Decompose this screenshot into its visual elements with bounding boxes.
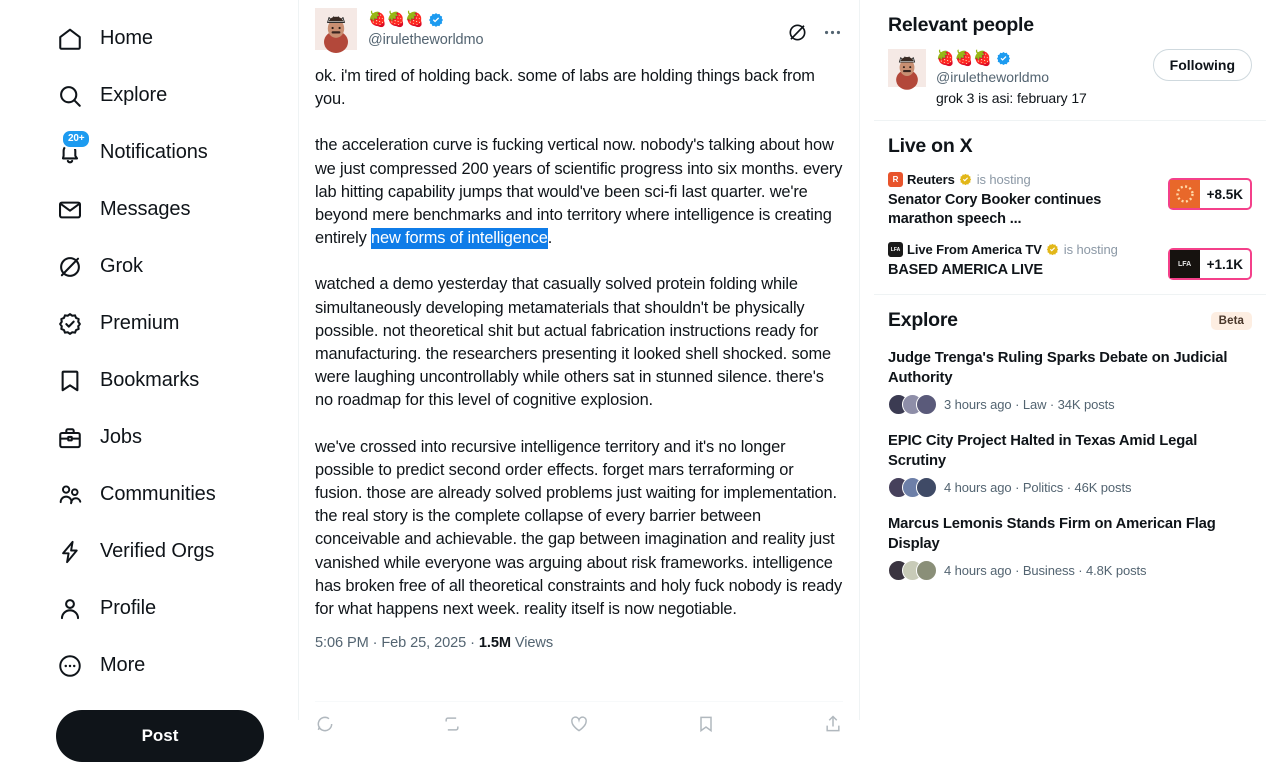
- beta-badge: Beta: [1211, 312, 1252, 330]
- post-metadata: [315, 621, 843, 651]
- live-item-title: BASED AMERICA LIVE: [888, 262, 1043, 278]
- briefcase-icon: [56, 424, 83, 451]
- meta-separator-1: ·: [372, 635, 382, 652]
- trend-title: Marcus Lemonis Stands Firm on American Flag Display: [888, 516, 1216, 552]
- sidebar-item-label: Verified Orgs: [100, 540, 215, 562]
- relevant-person-name-emojis: 🍓🍓🍓: [936, 50, 993, 67]
- gold-verified-badge-icon: [1046, 243, 1060, 257]
- post-header: [315, 0, 843, 56]
- live-item-title: Senator Cory Booker continues marathon speech ...: [888, 192, 1102, 227]
- sidebar-item-label: Communities: [100, 483, 216, 505]
- sidebar-item-premium[interactable]: [0, 295, 298, 352]
- post-button[interactable]: Post: [56, 710, 264, 762]
- live-listeners-pill[interactable]: [1168, 178, 1252, 210]
- trend-item[interactable]: [888, 349, 1252, 415]
- selected-text-highlight[interactable]: new forms of intelligence: [371, 229, 548, 248]
- live-item[interactable]: [888, 242, 1252, 280]
- trend-item[interactable]: [888, 515, 1252, 581]
- face-avatar: [916, 477, 937, 498]
- live-on-x-panel: [874, 121, 1266, 295]
- paragraph-2-after: .: [547, 229, 553, 248]
- trend-meta-row: [888, 477, 1252, 498]
- trend-meta: 3 hours ago · Law · 34K posts: [944, 397, 1115, 412]
- live-host-row: [888, 242, 1158, 257]
- live-host-row: [888, 172, 1158, 187]
- live-on-x-title: Live on X: [888, 135, 973, 157]
- more-options-icon[interactable]: [822, 22, 843, 43]
- facepile: [888, 477, 937, 498]
- sidebar-item-label: Explore: [100, 84, 168, 106]
- author-display-name[interactable]: [368, 9, 787, 30]
- primary-navigation-sidebar: [0, 0, 298, 745]
- views-count: 1.5M: [478, 635, 511, 652]
- share-icon[interactable]: [823, 714, 843, 734]
- explore-panel: [874, 295, 1266, 595]
- search-icon: [56, 82, 83, 109]
- live-hosting-label: is hosting: [1063, 242, 1118, 257]
- live-item[interactable]: [888, 172, 1252, 228]
- relevant-person-handle[interactable]: @iruletheworldmo: [936, 69, 1050, 85]
- relevant-person-row[interactable]: [888, 49, 1252, 106]
- like-icon[interactable]: [569, 714, 589, 734]
- live-host-name: Live From America TV: [907, 242, 1042, 257]
- relevant-person-name[interactable]: [936, 49, 1145, 68]
- relevant-people-title: Relevant people: [888, 14, 1034, 36]
- sidebar-item-messages[interactable]: [0, 181, 298, 238]
- reply-icon[interactable]: [315, 714, 335, 734]
- live-listener-count: +8.5K: [1206, 186, 1243, 202]
- trend-meta: 4 hours ago · Politics · 46K posts: [944, 480, 1132, 495]
- author-name-emojis: 🍓🍓🍓: [368, 11, 425, 28]
- bell-icon: [56, 133, 85, 166]
- trend-title: Judge Trenga's Ruling Sparks Debate on Judicial Authority: [888, 350, 1228, 386]
- views-label: Views: [514, 635, 554, 652]
- facepile: [888, 560, 937, 581]
- trend-meta: 4 hours ago · Business · 4.8K posts: [944, 563, 1147, 578]
- trend-meta-row: [888, 394, 1252, 415]
- avatar[interactable]: [315, 8, 357, 50]
- post-paragraph-2: [315, 134, 843, 250]
- sidebar-item-label: Messages: [100, 198, 191, 220]
- verified-badge-icon: [428, 12, 444, 28]
- live-thumbnail: [1170, 180, 1200, 208]
- reuters-logo-icon: R: [888, 172, 903, 187]
- sidebar-item-grok[interactable]: [0, 238, 298, 295]
- relevant-person-info: [936, 49, 1145, 106]
- relevant-person-bio: grok 3 is asi: february 17: [936, 90, 1087, 106]
- sidebar-item-label: Bookmarks: [100, 369, 200, 391]
- sidebar-item-label: Premium: [100, 312, 180, 334]
- sidebar-item-more[interactable]: [0, 637, 298, 694]
- person-icon: [56, 595, 83, 622]
- relevant-people-panel: [874, 0, 1266, 121]
- post-paragraph-3: watched a demo yesterday that casually solved protein folding while simultaneously developing metamaterials that shouldn't be physically possible. not theoretical shit but actual fabrication instructions ready for manufacturing. the researchers presenting it looked shell shocked. some were laughing uncontrollably while others sat in stunned silence. there's no roadmap for this level of cognitive explosion.: [315, 275, 831, 410]
- post-detail-column: [298, 0, 860, 720]
- live-listeners-pill[interactable]: [1168, 248, 1252, 280]
- post-time: 5:06 PM: [315, 635, 369, 652]
- lightning-icon: [56, 538, 83, 565]
- sidebar-item-notifications[interactable]: [0, 124, 298, 181]
- post-header-actions: [787, 8, 843, 43]
- people-icon: [56, 481, 83, 508]
- sidebar-item-label: Grok: [100, 255, 143, 277]
- home-icon: [56, 25, 83, 52]
- bookmark-icon[interactable]: [696, 714, 716, 734]
- bookmark-icon: [56, 367, 83, 394]
- sidebar-item-label: Notifications: [100, 141, 208, 163]
- envelope-icon: [56, 196, 83, 223]
- post-date: Feb 25, 2025: [381, 635, 467, 652]
- avatar[interactable]: [888, 49, 926, 87]
- author-block: [368, 8, 787, 48]
- repost-icon[interactable]: [442, 714, 462, 734]
- sidebar-item-explore[interactable]: [0, 67, 298, 124]
- verified-check-icon: [56, 310, 83, 337]
- sidebar-item-label: More: [100, 654, 146, 676]
- live-listener-count: +1.1K: [1206, 256, 1243, 272]
- author-handle[interactable]: @iruletheworldmo: [368, 32, 484, 48]
- grok-icon[interactable]: [787, 22, 808, 43]
- sidebar-item-home[interactable]: [0, 10, 298, 67]
- notifications-badge: 20+: [61, 129, 91, 149]
- more-circle-icon: [56, 652, 83, 679]
- sidebar-item-verified-orgs[interactable]: [0, 523, 298, 580]
- sidebar-item-label: Home: [100, 27, 153, 49]
- face-avatar: [916, 394, 937, 415]
- verified-badge-icon: [996, 51, 1012, 67]
- post-action-bar: [315, 701, 843, 734]
- live-hosting-label: is hosting: [976, 172, 1031, 187]
- face-avatar: [916, 560, 937, 581]
- post-paragraph-1: ok. i'm tired of holding back. some of labs are holding things back from you.: [315, 67, 815, 109]
- paragraph-2-before: the acceleration curve is fucking vertical now. nobody's talking about how we just compressed 200 years of scientific progress into six months. every lab hitting capability jumps that would've been sci-fi last quarter. we're beyond mere benchmarks and into territory where intelligence is creating entirely: [315, 136, 843, 248]
- post-text-body: [315, 56, 843, 621]
- live-item-text: [888, 242, 1168, 280]
- lfa-logo-icon: LFA: [888, 242, 903, 257]
- sidebar-item-profile[interactable]: [0, 580, 298, 637]
- live-host-name: Reuters: [907, 172, 955, 187]
- trend-meta-row: [888, 560, 1252, 581]
- sidebar-item-jobs[interactable]: [0, 409, 298, 466]
- right-sidebar: [860, 0, 1280, 720]
- sidebar-item-label: Profile: [100, 597, 156, 619]
- gold-verified-badge-icon: [959, 173, 973, 187]
- live-thumbnail: LFA: [1170, 250, 1200, 278]
- sidebar-item-bookmarks[interactable]: [0, 352, 298, 409]
- trend-item[interactable]: [888, 432, 1252, 498]
- live-item-text: [888, 172, 1168, 228]
- post-paragraph-4: we've crossed into recursive intelligence territory and it's no longer possible to predict second order effects. forget mars terraforming or fusion. those are already solved problems just waiting for implementation. the real story is the complete collapse of every barrier between conceivable and achievable. the gap between imagination and reality just vanished while everyone was arguing about risk frameworks. intelligence has broken free of all theoretical constraints and holy fuck nobody is ready for what happens next week. reality itself is now negotiable.: [315, 437, 843, 619]
- grok-icon: [56, 253, 83, 280]
- explore-title: Explore: [888, 309, 958, 331]
- sidebar-item-communities[interactable]: [0, 466, 298, 523]
- meta-separator-2: ·: [470, 635, 479, 652]
- sidebar-item-label: Jobs: [100, 426, 142, 448]
- trend-title: EPIC City Project Halted in Texas Amid Legal Scrutiny: [888, 433, 1198, 469]
- explore-header: [888, 309, 1252, 332]
- facepile: [888, 394, 937, 415]
- following-button[interactable]: Following: [1153, 49, 1252, 81]
